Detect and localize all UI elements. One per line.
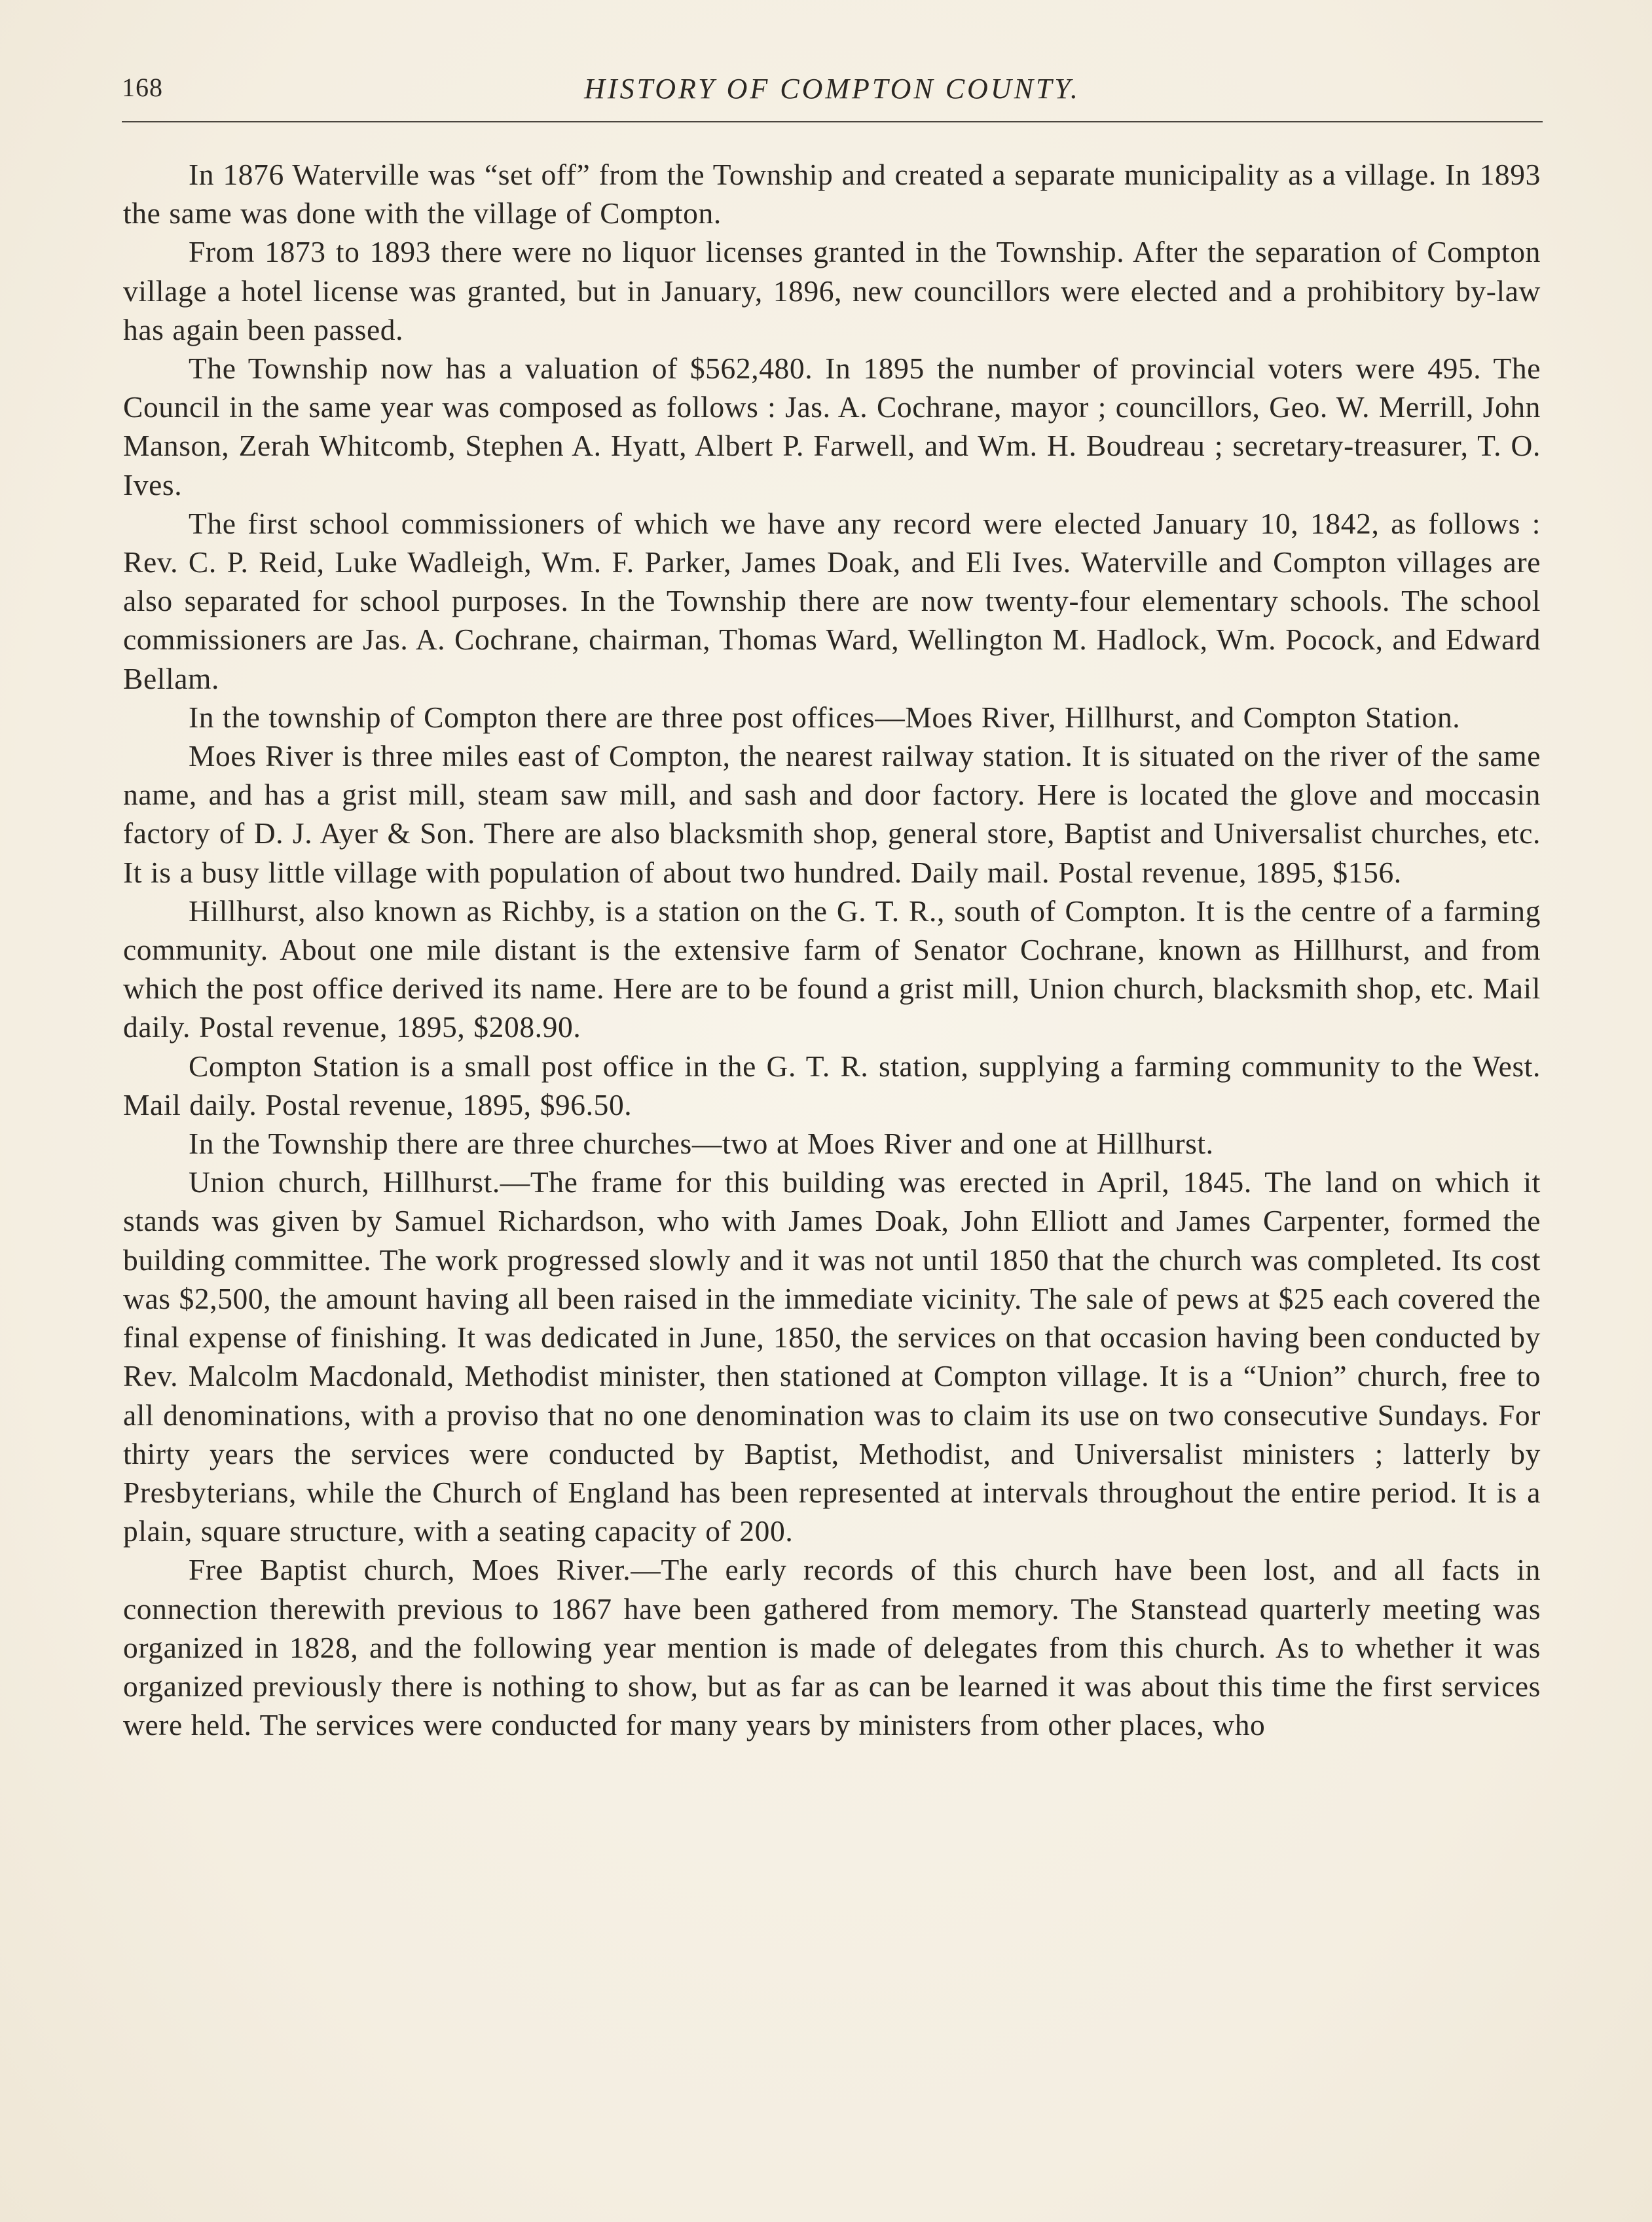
paragraph-moes-river: Moes River is three miles east of Compton, the nearest railway station. It is situated on the river of the same name, and has a grist mill, steam saw mill, and sash and door factory. Here is located the glove and moccasin factory of D. J. Ayer & Son. There are also blacksmith shop, general store, Baptist and Universalist churches, etc. It is a busy little village with population of about two hundred. Daily mail. Postal revenue, 1895, $156. xyxy=(123,739,1541,889)
page-number: 168 xyxy=(122,73,163,102)
paragraph-post-offices: In the township of Compton there are three post offices—Moes River, Hillhurst, and Compton Station. xyxy=(189,700,1461,734)
paragraph-waterville: In 1876 Waterville was “set off” from the Township and created a separate municipality as a village. In 1893 the same was done with the village of Compton. xyxy=(123,158,1541,230)
paragraph-churches: In the Township there are three churches—two at Moes River and one at Hillhurst. xyxy=(189,1127,1214,1161)
paragraph-liquor-licenses: From 1873 to 1893 there were no liquor licenses granted in the Township. After the separation of Compton village a hotel license was granted, but in January, 1896, new councillors were elected and a prohibitory by-law has again been passed. xyxy=(123,235,1541,346)
running-title: HISTORY OF COMPTON COUNTY. xyxy=(584,73,1080,105)
paragraph-hillhurst: Hillhurst, also known as Richby, is a station on the G. T. R., south of Compton. It is the centre of a farming community. About one mile distant is the extensive farm of Senator Cochrane, known as Hillhurst, and from which the post office derived its name. Here are to be found a grist mill, Union church, blacksmith shop, etc. Mail daily. Postal revenue, 1895, $208.90. xyxy=(123,894,1541,1044)
paragraph-free-baptist-church: Free Baptist church, Moes River.—The early records of this church have been lost, and all facts in connection therewith previous to 1867 have been gathered from memory. The Stanstead quarterly meeting was organized in 1828, and the following year mention is made of delegates from this church. As to whether it was organized previously there is nothing to show, but as far as can be learned it was about this time the first services were held. The services were conducted for many years by ministers from other places, who xyxy=(123,1553,1541,1742)
paragraph-compton-station: Compton Station is a small post office in the G. T. R. station, supplying a farming community to the West. Mail daily. Postal revenue, 1895, $96.50. xyxy=(123,1049,1541,1121)
page-header xyxy=(122,65,1543,118)
body-text xyxy=(123,155,1541,1744)
header-rule xyxy=(122,121,1543,122)
paragraph-school-commissioners: The first school commissioners of which we have any record were elected January 10, 1842, as follows : Rev. C. P. Reid, Luke Wadleigh, Wm. F. Parker, James Doak, and Eli Ives. Waterville and Compton villages are also separated for school purposes. In the Township there are now twenty-four elementary schools. The school commissioners are Jas. A. Cochrane, chairman, Thomas Ward, Wellington M. Hadlock, Wm. Pocock, and Edward Bellam. xyxy=(123,506,1541,695)
paragraph-union-church: Union church, Hillhurst.—The frame for this building was erected in April, 1845. The land on which it stands was given by Samuel Richardson, who with James Doak, John Elliott and James Carpenter, formed the building committee. The work progressed slowly and it was not until 1850 that the church was completed. Its cost was $2,500, the amount having all been raised in the immediate vicinity. The sale of pews at $25 each covered the final expense of finishing. It was dedicated in June, 1850, the services on that occasion having been conducted by Rev. Malcolm Macdonald, Methodist minister, then stationed at Compton village. It is a “Union” church, free to all denominations, with a proviso that no one denomination was to claim its use on two consecutive Sundays. For thirty years the services were conducted by Baptist, Methodist, and Universalist ministers ; latterly by Presbyterians, while the Church of England has been represented at intervals throughout the entire period. It is a plain, square structure, with a seating capacity of 200. xyxy=(123,1165,1541,1548)
paragraph-valuation-council: The Township now has a valuation of $562,480. In 1895 the number of provincial voters were 495. The Council in the same year was composed as follows : Jas. A. Cochrane, mayor ; councillors, Geo. W. Merrill, John Manson, Zerah Whitcomb, Stephen A. Hyatt, Albert P. Farwell, and Wm. H. Boudreau ; secretary-treasurer, T. O. Ives. xyxy=(123,352,1541,501)
